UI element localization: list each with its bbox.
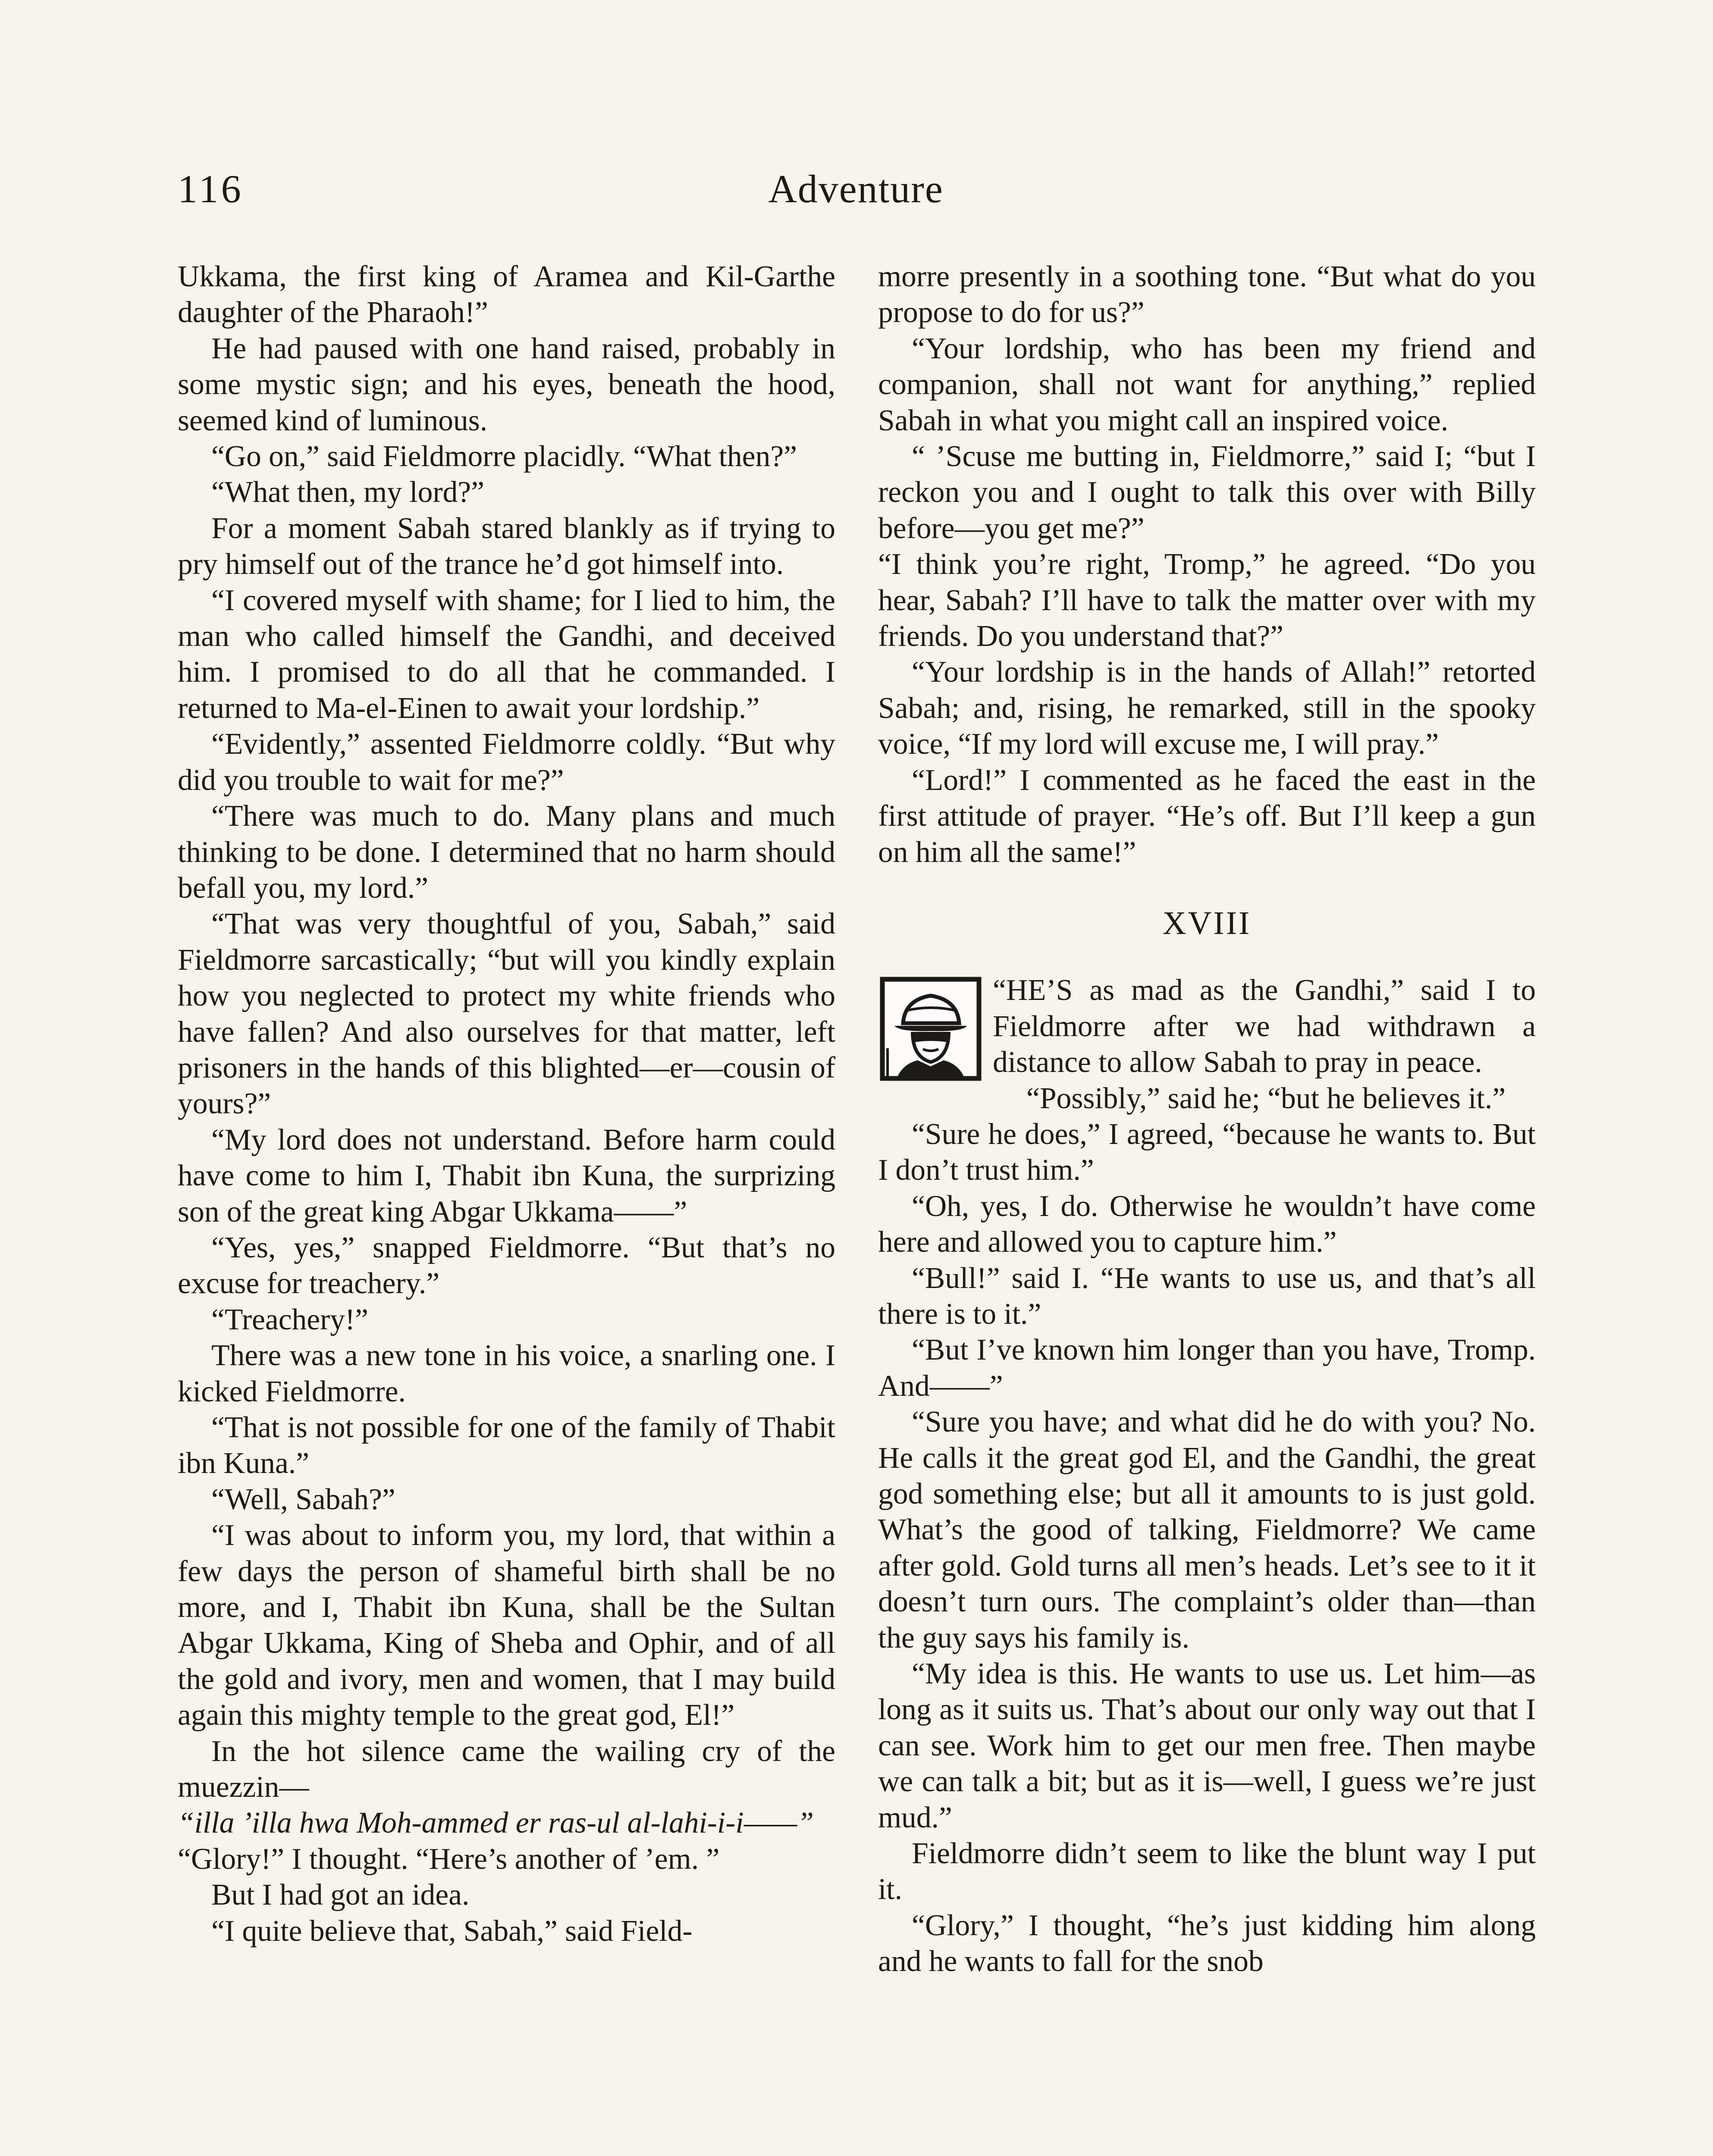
paragraph: “My lord does not understand. Before harm could have come to him I, Thabit ibn Kuna, the surprizing son of the great king Abgar Ukkama——” [178,1123,835,1228]
right-column-paragraphs-before-chapter [878,259,1536,870]
paragraph: “Possibly,” said he; “but he believes it.” [1026,1081,1506,1115]
paragraph: “I think you’re right, Tromp,” he agreed. “Do you hear, Sabah? I’ll have to talk the matter over with my friends. Do you understand that?” [878,548,1536,653]
paragraph: “Treachery!” [211,1303,369,1336]
paragraph: “I was about to inform you, my lord, that within a few days the person of shameful birth shall be no more, and I, Thabit ibn Kuna, shall be the Sultan Abgar Ukkama, King of Sheba and Ophir, and of all the gold and ivory, men and women, that I may build again this mighty temple to the great god, El!” [178,1519,835,1732]
paragraph: “Your lordship is in the hands of Allah!” retorted Sabah; and, rising, he remarked, still in the spooky voice, “If my lord will excuse me, I will pray.” [878,655,1536,761]
right-text-column [878,259,1536,1980]
paragraph: Ukkama, the first king of Aramea and Kil-Garthe daughter of the Pharaoh!” [178,260,835,329]
paragraph: “There was much to do. Many plans and much thinking to be done. I determined that no harm should befall you, my lord.” [178,799,835,905]
page-header [178,166,1534,218]
paragraph: Fieldmorre didn’t seem to like the blunt way I put it. [878,1837,1536,1906]
paragraph: “That was very thoughtful of you, Sabah,” said Fieldmorre sarcastically; “but will you kindly explain how you neglected to protect my white friends who have fallen? And also ourselves for that matter, left prisoners in the hands of this blighted—er—cousin of yours?” [178,907,835,1121]
paragraph: “ ’Scuse me butting in, Fieldmorre,” said I; “but I reckon you and I ought to talk this over with Billy before—you get me?” [878,440,1536,545]
paragraph: “That is not possible for one of the family of Thabit ibn Kuna.” [178,1411,835,1480]
paragraph: “HE’S as mad as the Gandhi,” said I to Fieldmorre after we had withdrawn a distance to allow Sabah to pray in peace. [993,974,1536,1079]
paragraph: For a moment Sabah stared blankly as if trying to pry himself out of the trance he’d got himself into. [178,511,835,581]
page-number: 116 [178,167,244,211]
hooded-figure-illustration-icon [878,975,983,1083]
paragraph: “Evidently,” assented Fieldmorre coldly. “But why did you trouble to wait for me?” [178,727,835,797]
paragraph: morre presently in a soothing tone. “But what do you propose to do for us?” [878,260,1536,329]
paragraph: “Glory!” I thought. “Here’s another of ’em. ” [178,1842,720,1876]
paragraph: But I had got an idea. [211,1878,470,1912]
right-column-paragraphs-after-chapter [878,972,1536,1979]
paragraph: “Glory,” I thought, “he’s just kidding him along and he wants to fall for the snob [878,1908,1536,1978]
paragraph: “What then, my lord?” [211,476,484,509]
paragraph: “illa ’illa hwa Moh-ammed er ras-ul al-lahi-i-i——” [178,1806,814,1840]
running-title: Adventure [768,167,944,211]
paragraph: “Oh, yes, I do. Otherwise he wouldn’t have come here and allowed you to capture him.” [878,1189,1536,1259]
paragraph: “Bull!” said I. “He wants to use us, and that’s all there is to it.” [878,1261,1536,1331]
paragraph: “Sure you have; and what did he do with you? No. He calls it the great god El, and the Gandhi, the great god something else; but all it amounts to is just gold. What’s the good of talking, Fieldmorre? We came after gold. Gold turns all men’s heads. Let’s see to it it doesn’t turn ours. The complaint’s older than—than the guy says his family is. [878,1405,1536,1655]
paragraph: “Go on,” said Fieldmorre placidly. “What then?” [211,440,797,473]
paragraph: In the hot silence came the wailing cry of the muezzin— [178,1734,835,1804]
paragraph: “Lord!” I commented as he faced the east in the first attitude of prayer. “He’s off. But I’ll keep a gun on him all the same!” [878,763,1536,869]
paragraph: “Well, Sabah?” [211,1482,395,1516]
chapter-heading: XVIII [1162,905,1252,941]
paragraph: “Yes, yes,” snapped Fieldmorre. “But that’s no excuse for treachery.” [178,1231,835,1300]
paragraph: “My idea is this. He wants to use us. Let him—as long as it suits us. That’s about our only way out that I can see. Work him to get our men free. Then maybe we can talk a bit; but as it is—well, I guess we’re just mud.” [878,1657,1536,1834]
paragraph: “But I’ve known him longer than you have, Tromp. And——” [878,1333,1536,1403]
paragraph: “I quite believe that, Sabah,” said Field- [211,1914,693,1948]
paragraph: “I covered myself with shame; for I lied to him, the man who called himself the Gandhi, and deceived him. I promised to do all that he commanded. I returned to Ma-el-Einen to await your lordship.” [178,583,835,725]
paragraph: “Sure he does,” I agreed, “because he wants to. But I don’t trust him.” [878,1117,1536,1187]
paragraph: There was a new tone in his voice, a snarling one. I kicked Fieldmorre. [178,1339,835,1408]
paragraph: “Your lordship, who has been my friend and companion, shall not want for anything,” replied Sabah in what you might call an inspired voice. [878,332,1536,437]
paragraph: He had paused with one hand raised, probably in some mystic sign; and his eyes, beneath the hood, seemed kind of luminous. [178,332,835,437]
left-text-column [178,259,835,1949]
